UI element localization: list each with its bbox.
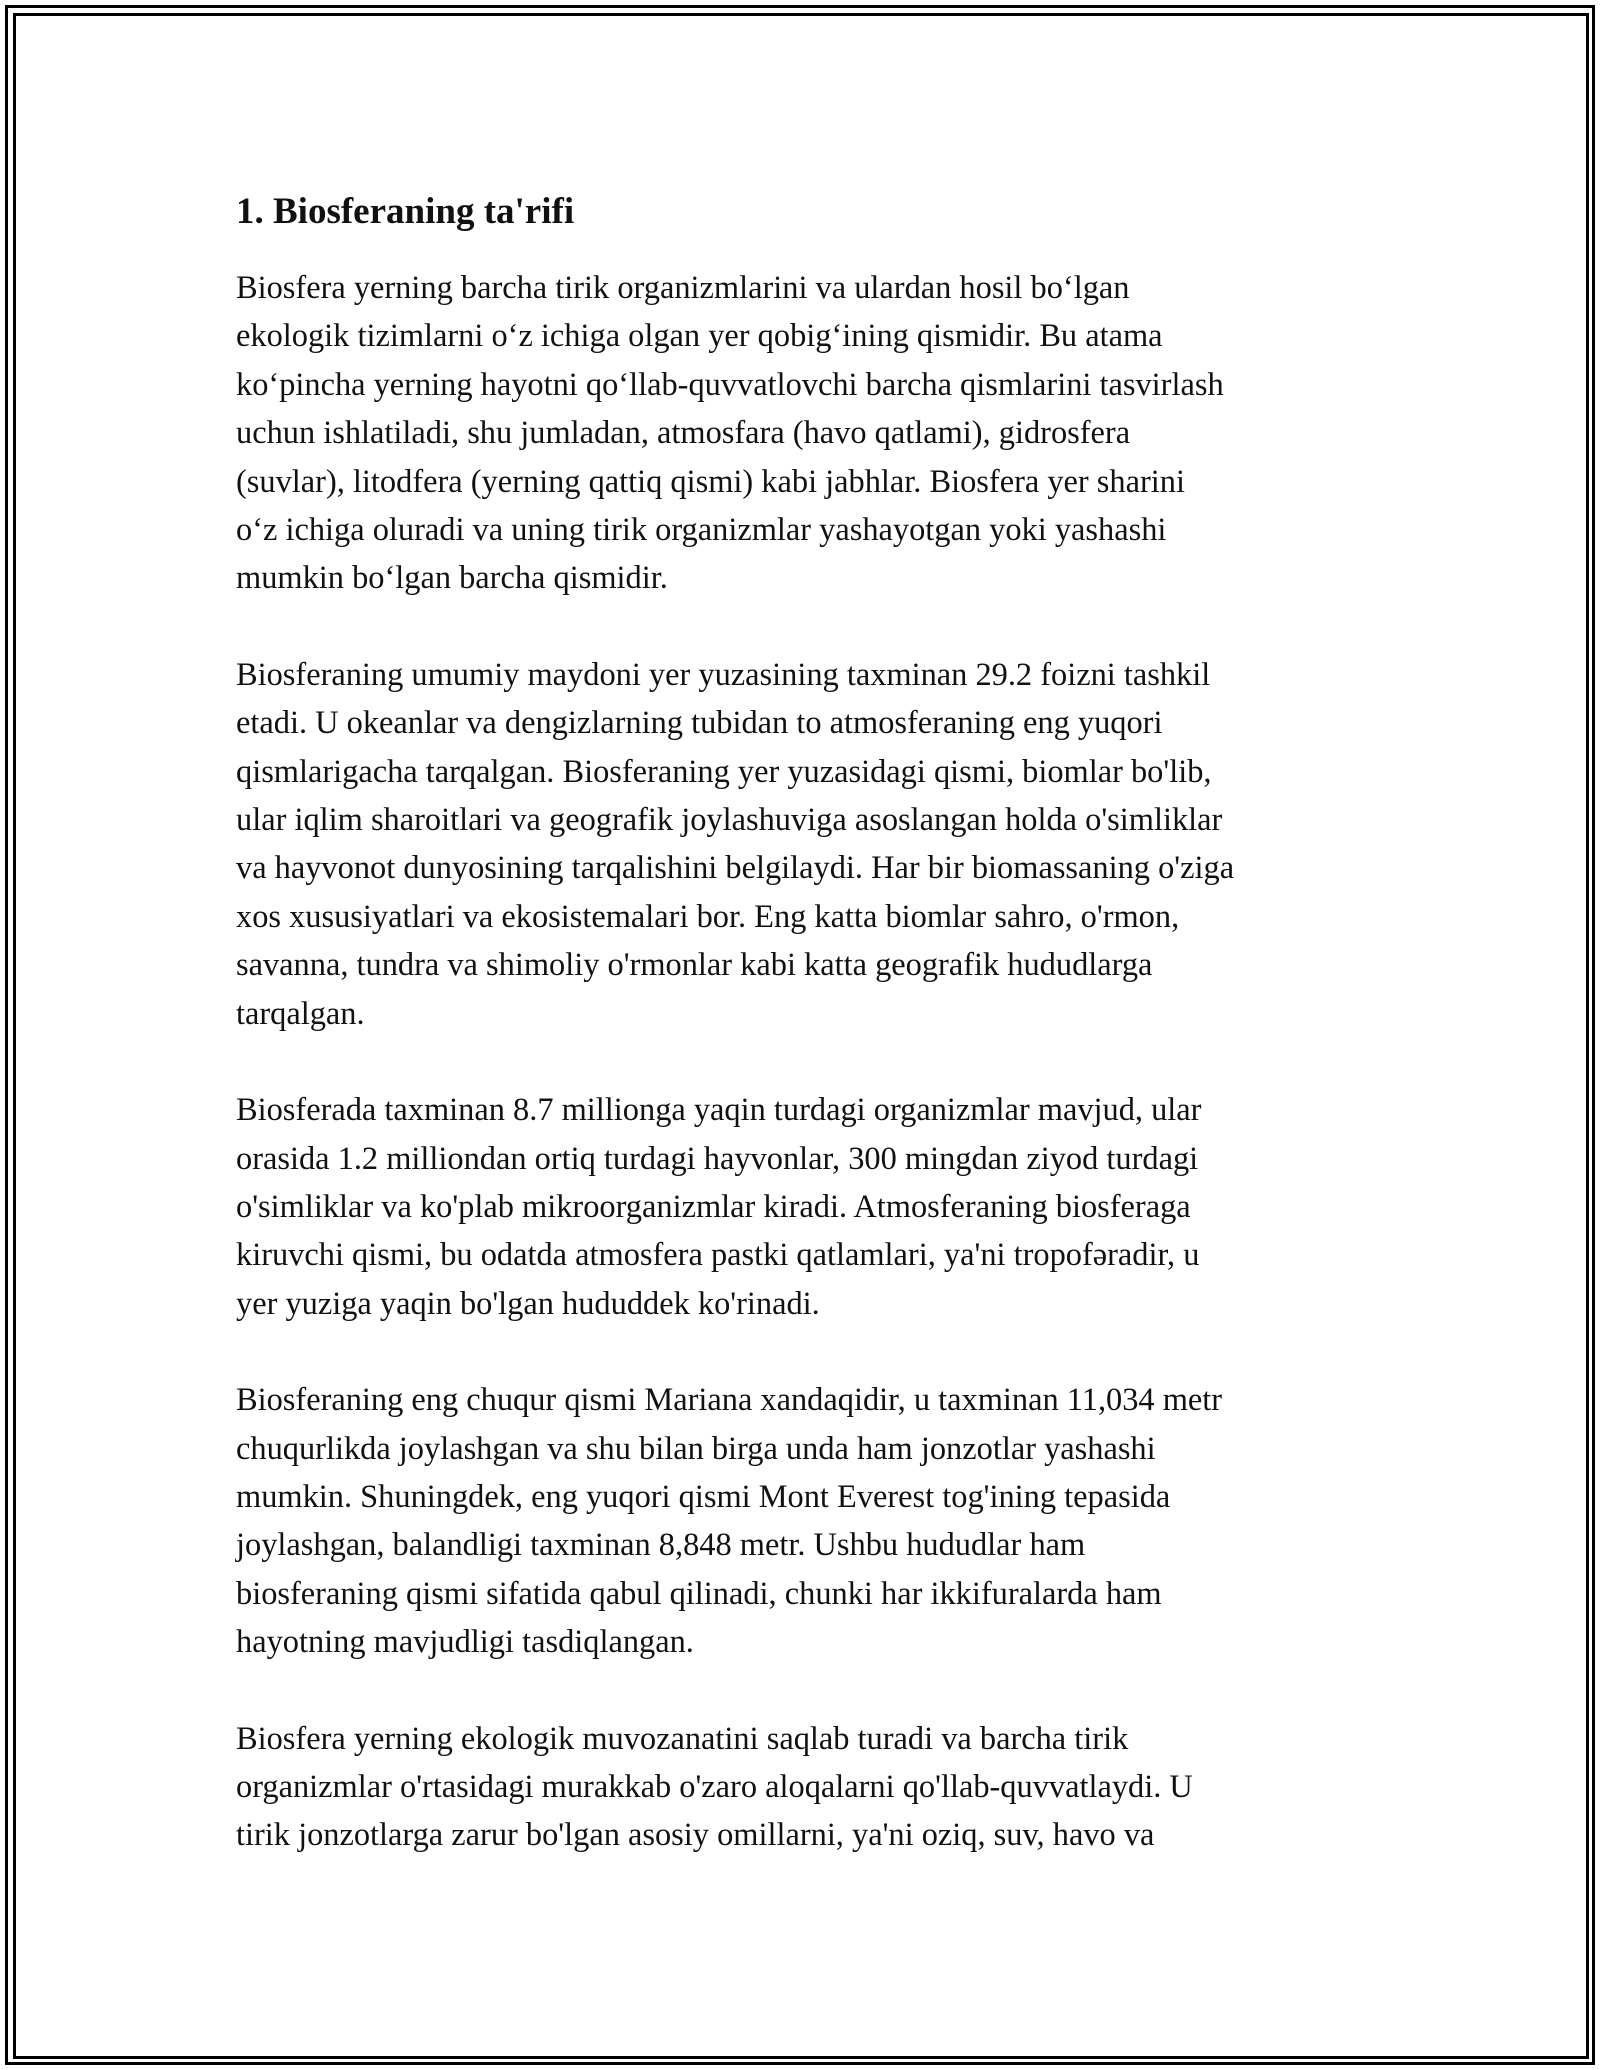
text-line: joylashgan, balandligi taxminan 8,848 metr. Ushbu hududlar ham (236, 1527, 1086, 1564)
text-line: yer yuziga yaqin bo'lgan hududdek ko'rinadi. (236, 1285, 820, 1322)
text-line: savanna, tundra va shimoliy o'rmonlar kabi katta geografik hududlarga (236, 947, 1153, 984)
text-line: chuqurlikda joylashgan va shu bilan birga unda ham jonzotlar yashashi (236, 1430, 1156, 1467)
text-line: va hayvonot dunyosining tarqalishini belgilaydi. Har bir biomassaning o'ziga (236, 850, 1235, 887)
text-line: ular iqlim sharoitlari va geografik joylashuviga asoslangan holda o'simliklar (236, 802, 1223, 839)
text-line: uchun ishlatiladi, shu jumladan, atmosfara (havo qatlami), gidrosfera (236, 415, 1131, 452)
text-line: kiruvchi qismi, bu odatda atmosfera pastki qatlamlari, ya'ni tropofəradir, u (236, 1237, 1200, 1274)
document-body (236, 186, 1396, 1908)
paragraph-1 (236, 264, 1396, 603)
text-line: oʻz ichiga oluradi va uning tirik organizmlar yashayotgan yoki yashashi (236, 512, 1167, 549)
text-line: Biosferaning umumiy maydoni yer yuzasining taxminan 29.2 foizni tashkil (236, 656, 1211, 693)
section-heading: 1. Biosferaning ta'rifi (236, 191, 575, 232)
paragraph-5 (236, 1715, 1396, 1860)
text-line: ekologik tizimlarni oʻz ichiga olgan yer qobigʻining qismidir. Bu atama (236, 318, 1163, 355)
paragraph-2 (236, 651, 1396, 1038)
text-line: Biosferada taxminan 8.7 millionga yaqin turdagi organizmlar mavjud, ular (236, 1092, 1202, 1129)
text-line: xos xususiyatlari va ekosistemalari bor. Eng katta biomlar sahro, o'rmon, (236, 898, 1180, 935)
text-line: Biosferaning eng chuqur qismi Mariana xandaqidir, u taxminan 11,034 metr (236, 1382, 1223, 1419)
text-line: organizmlar o'rtasidagi murakkab o'zaro aloqalarni qo'llab-quvvatlaydi. U (236, 1768, 1193, 1805)
text-line: Biosfera yerning barcha tirik organizmlarini va ulardan hosil boʻlgan (236, 270, 1130, 306)
text-line: qismlarigacha tarqalgan. Biosferaning yer yuzasidagi qismi, biomlar bo'lib, (236, 753, 1212, 790)
paragraph-4 (236, 1376, 1396, 1666)
text-line: orasida 1.2 milliondan ortiq turdagi hayvonlar, 300 mingdan ziyod turdagi (236, 1140, 1199, 1177)
text-line: Biosfera yerning ekologik muvozanatini saqlab turadi va barcha tirik (236, 1720, 1129, 1757)
text-line: tirik jonzotlarga zarur bo'lgan asosiy omillarni, ya'ni oziq, suv, havo va (236, 1817, 1155, 1854)
text-line: biosferaning qismi sifatida qabul qilinadi, chunki har ikkifuralarda ham (236, 1575, 1162, 1612)
text-line: hayotning mavjudligi tasdiqlangan. (236, 1624, 694, 1661)
text-line: tarqalgan. (236, 995, 365, 1032)
text-line: mumkin. Shuningdek, eng yuqori qismi Mont Everest tog'ining tepasida (236, 1478, 1171, 1515)
text-line: o'simliklar va ko'plab mikroorganizmlar kiradi. Atmosferaning biosferaga (236, 1188, 1191, 1225)
text-line: (suvlar), litodfera (yerning qattiq qismi) kabi jabhlar. Biosfera yer sharini (236, 463, 1185, 500)
text-line: mumkin boʻlgan barcha qismidir. (236, 560, 668, 597)
paragraph-3 (236, 1086, 1396, 1328)
text-line: etadi. U okeanlar va dengizlarning tubidan to atmosferaning eng yuqori (236, 705, 1163, 742)
text-line: koʻpincha yerning hayotni qoʻllab-quvvatlovchi barcha qismlarini tasvirlash (236, 366, 1224, 403)
